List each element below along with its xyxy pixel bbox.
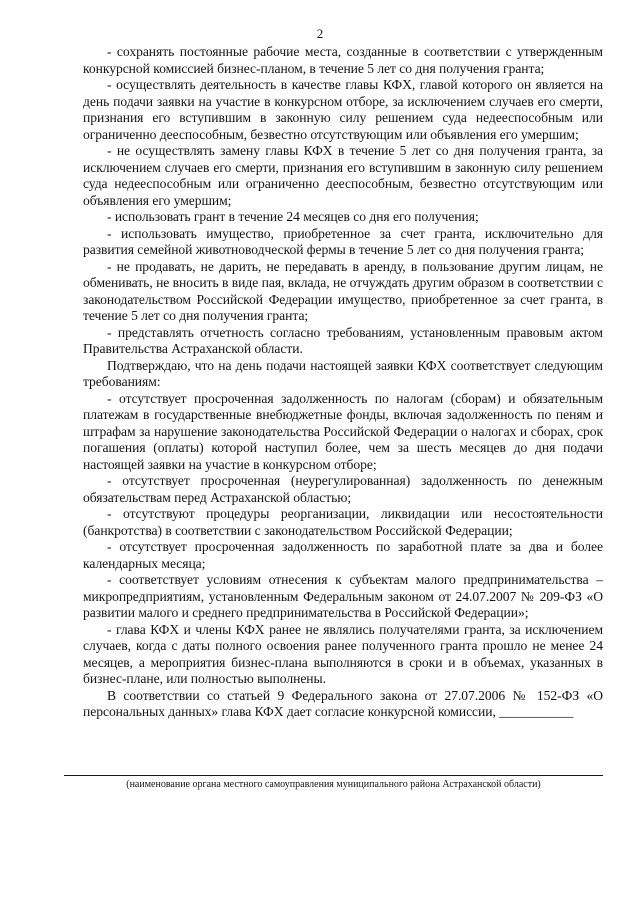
paragraph-bankruptcy: - отсутствуют процедуры реорганизации, ликвидации или несостоятельности (банкротства) в соответствии с законодательством Российской Федерации;: [83, 506, 603, 538]
paragraph-salary-debt: - отсутствует просроченная задолженность по заработной плате за два и более календарных месяца;: [83, 539, 603, 571]
document-body: [83, 44, 603, 721]
paragraph-property-usage: - использовать имущество, приобретенное за счет гранта, исключительно для развития семейной животноводческой фермы в течение 5 лет со дня получения гранта;: [83, 225, 603, 257]
paragraph-previous-grant: - глава КФХ и члены КФХ ранее не являлись получателями гранта, за исключением случаев, когда с даты полного освоения ранее полученного гранта прошло не менее 24 месяцев, а мероприятия бизнес-плана выполняются в сроки и в объемах, указанных в бизнес-плане, или полностью выполнены.: [83, 621, 603, 686]
paragraph-confirmation: Подтверждаю, что на день подачи настоящей заявки КФХ соответствует следующим требованиям:: [83, 357, 603, 389]
paragraph-jobs: - сохранять постоянные рабочие места, созданные в соответствии с утвержденным конкурсной комиссией бизнес-планом, в течение 5 лет со дня получения гранта;: [83, 44, 603, 76]
paragraph-grant-usage: - использовать грант в течение 24 месяцев со дня его получения;: [107, 209, 479, 224]
paragraph-personal-data: В соответствии со статьей 9 Федерального закона от 27.07.2006 № 152-ФЗ «О персональных данных» глава КФХ дает согласие конкурсной комиссии, ___________: [83, 687, 603, 719]
footer-caption: (наименование органа местного самоуправления муниципального района Астраханской области): [126, 779, 541, 790]
paragraph-tax-debt: - отсутствует просроченная задолженность по налогам (сборам) и обязательным платежам в государственные внебюджетные фонды, включая задолженность по пеням и штрафам за нарушение законодательства Российской Федерации о налогах и сборах, срок погашения (оплаты) которой наступил более, чем за шесть месяцев до дня подачи настоящей заявки на участие в конкурсном отборе;: [83, 390, 603, 472]
paragraph-head-replacement: - не осуществлять замену главы КФХ в течение 5 лет со дня получения гранта, за исключением случаев его смерти, признания его вступившим в законную силу решением суда недееспособным или ограниченно дееспособным, безвестно отсутствующим или объявления его умершим;: [83, 143, 603, 208]
paragraph-property-restrictions: - не продавать, не дарить, не передавать в аренду, в пользование другим лицам, не обменивать, не вносить в виде пая, вклада, не отчуждать другим образом в соответствии с законодательством Российской Федерации имущество, приобретенное за счет гранта, в течение 5 лет со дня получения гранта;: [83, 258, 603, 323]
page-number: 2: [316, 26, 324, 41]
paragraph-micro-enterprise: - соответствует условиям отнесения к субъектам малого предпринимательства – микропредприятиям, установленным Федеральным законом от 24.07.2007 № 209-ФЗ «О развитии малого и среднего предпринимательства в Российской Федерации»;: [83, 572, 603, 620]
paragraph-regional-debt: - отсутствует просроченная (неурегулированная) задолженность по денежным обязательствам перед Астраханской областью;: [83, 473, 603, 505]
paragraph-reporting: - представлять отчетность согласно требованиям, установленным правовым актом Правительства Астраханской области.: [83, 324, 603, 356]
signature-line: [64, 775, 603, 776]
paragraph-head-activity: - осуществлять деятельность в качестве главы КФХ, главой которого он является на день подачи заявки на участие в конкурсном отборе, за исключением случаев его смерти, признания его вступившим в законную силу решением суда недееспособным или ограниченно дееспособным, безвестно отсутствующим или объявления его умершим;: [83, 77, 603, 142]
